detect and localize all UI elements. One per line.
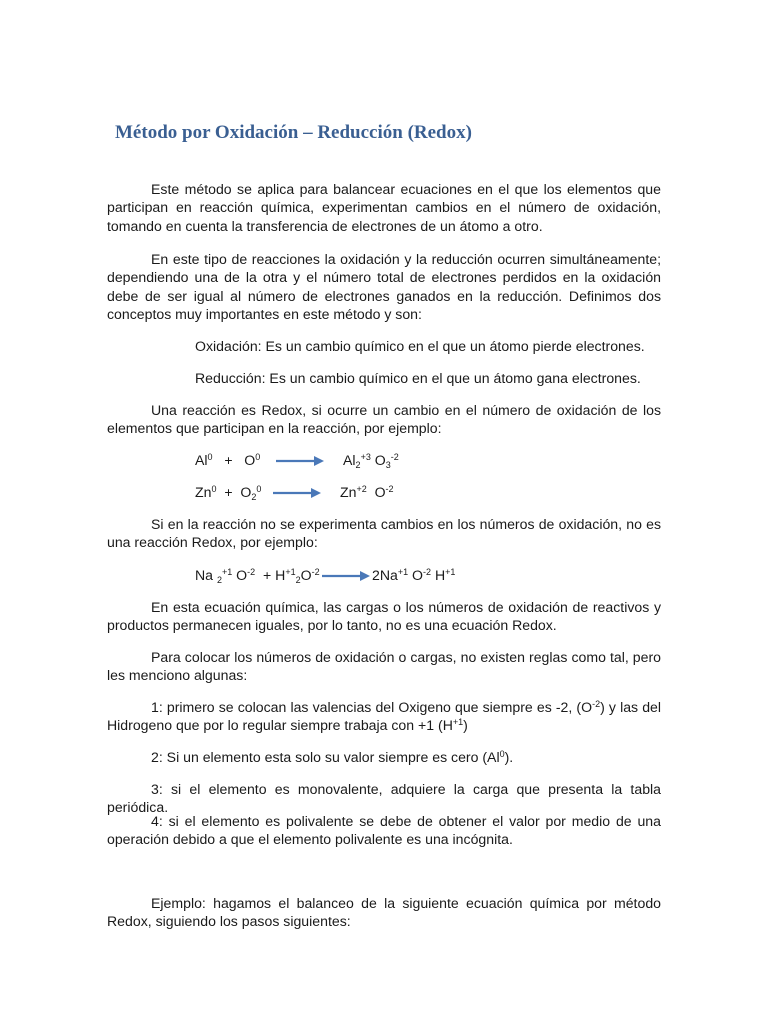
paragraph-intro: [107, 180, 661, 235]
paragraph-redox-example-text: Una reacción es Redox, si ocurre un cambio en el número de oxidación de los elementos que participan en la reacción, por ejemplo:: [107, 402, 661, 437]
definition-reduccion: Reducción: Es un cambio químico en el que un átomo gana electrones.: [195, 370, 641, 386]
paragraph-example: [107, 894, 661, 931]
paragraph-intro-text: Este método se aplica para balancear ecuaciones en el que los elementos que participan en reacción química, experimentan cambios en el número de oxidación, tomando en cuenta la transferencia de electrones de un átomo a otro.: [107, 181, 661, 234]
paragraph-redox-example: [107, 401, 661, 438]
paragraph-example-text: Ejemplo: hagamos el balanceo de la siguiente ecuación química por método Redox, siguiendo los pasos siguientes:: [107, 895, 661, 930]
paragraph-rules-intro: [107, 648, 661, 685]
equation-3-reactants: Na $_2^{+1}$ $O^{-2} + H^{+1}_2O^{-2}$: [195, 567, 320, 585]
arrow-right-icon: [271, 486, 323, 500]
rule-3: 3: si el elemento es monovalente, adquiere la carga que presenta la tabla periódica.: [107, 781, 661, 816]
equation-1-products: $Al_2^{+3}$ $O_3^{-2}$: [343, 452, 399, 470]
rule-1: 1: primero se colocan las valencias del Oxigeno que siempre es -2, $(O^{-2})$ y las del Hidrogeno que por lo regular siempre trabaja con +1 $(H^{+1})$: [107, 699, 662, 734]
rule-4: 4: si el elemento es polivalente se debe de obtener el valor por medio de una operación debido a que el elemento polivalente es una incógnita.: [107, 813, 661, 848]
definition-oxidacion: Oxidación: Es un cambio químico en el que un átomo pierde electrones.: [195, 338, 645, 354]
paragraph-non-redox: [107, 515, 661, 552]
equation-2-products: $Zn^{+2}$ $O^{-2}$: [340, 484, 394, 500]
rule-2: 2: Si un elemento esta solo su valor siempre es cero (Al$^0$).: [151, 749, 514, 765]
equation-1-reactants: Al$^0$ + $O^0$: [195, 452, 261, 468]
arrow-right-icon: [274, 454, 326, 468]
paragraph-charges-text: En esta ecuación química, las cargas o los números de oxidación de reactivos y productos permanecen iguales, por lo tanto, no es una ecuación Redox.: [107, 599, 661, 634]
equation-2-reactants: $Zn^0 + O_2^0$: [195, 484, 262, 502]
paragraph-non-redox-text: Si en la reacción no se experimenta cambios en los números de oxidación, no es una reacción Redox, por ejemplo:: [107, 516, 661, 551]
page-title: Método por Oxidación – Reducción (Redox): [115, 122, 472, 143]
paragraph-rules-intro-text: Para colocar los números de oxidación o cargas, no existen reglas como tal, pero les menciono algunas:: [107, 649, 661, 684]
equation-3-products: $2Na^{+1}$ $O^{-2}$ $H^{+1}$: [372, 567, 456, 583]
paragraph-concepts-text: En este tipo de reacciones la oxidación y la reducción ocurren simultáneamente; dependiendo una de la otra y el número total de electrones perdidos en la oxidación debe de ser igual al número de electrones ganados en la reducción. Definimos dos conceptos muy importantes en este método y son:: [107, 251, 661, 323]
arrow-right-icon: [320, 569, 372, 583]
paragraph-concepts: [107, 250, 661, 324]
paragraph-charges: [107, 598, 661, 635]
